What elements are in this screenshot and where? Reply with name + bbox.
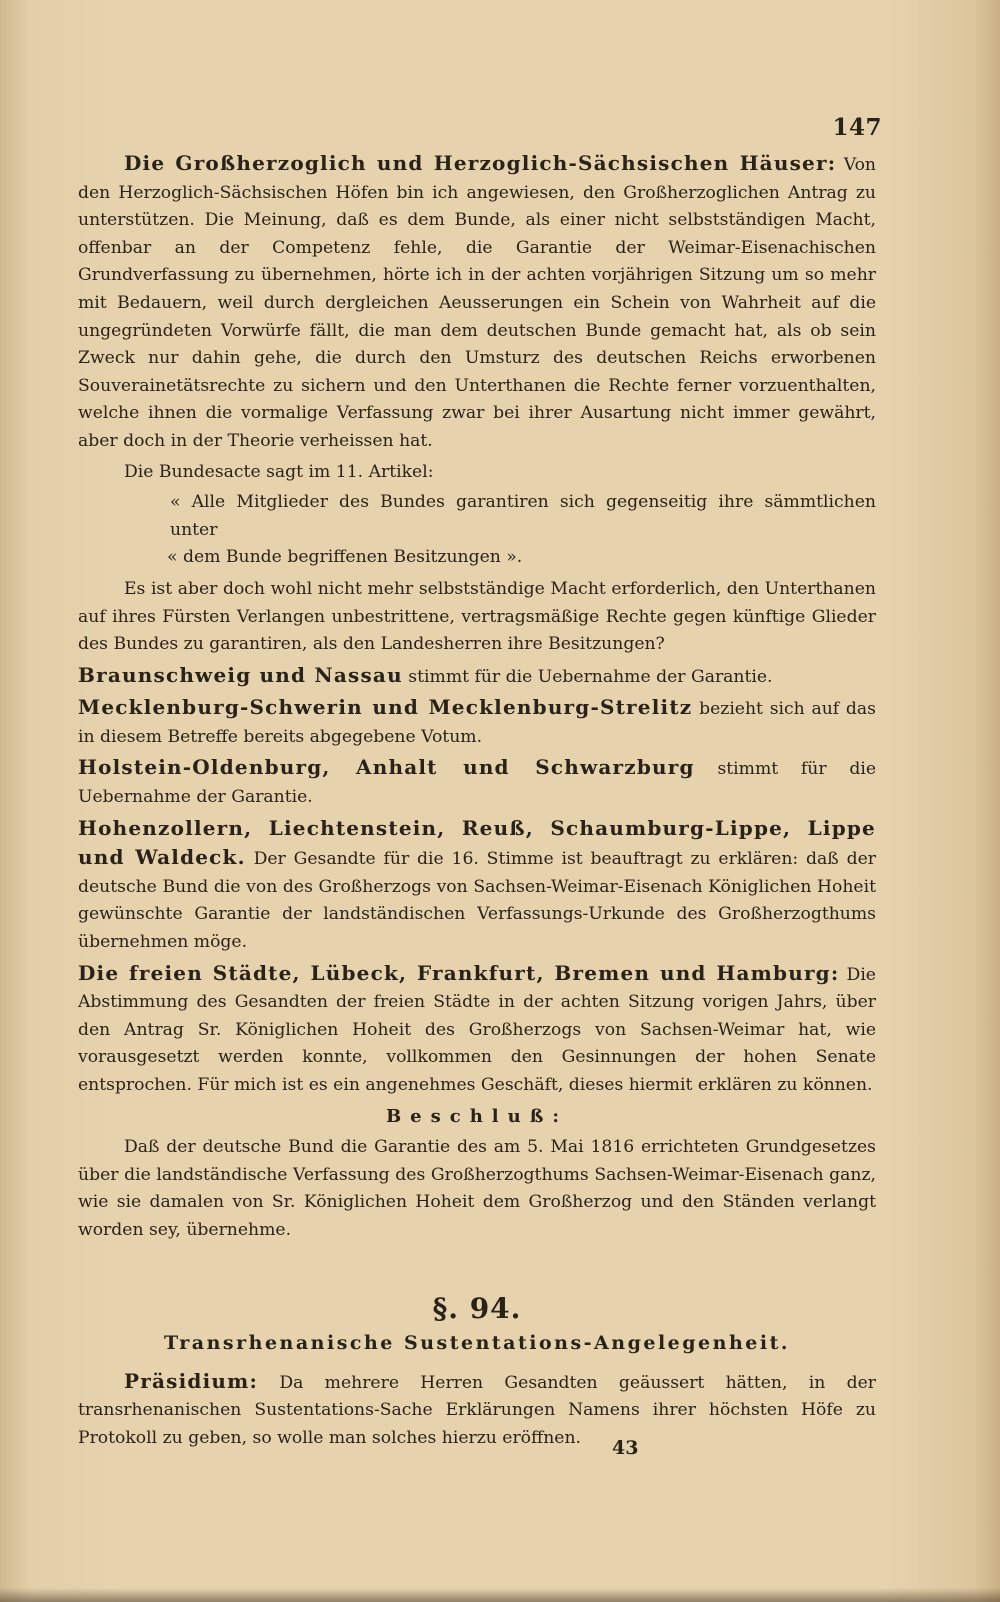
paragraph-text: Von den Herzoglich-Sächsischen Höfen bin ich angewiesen, den Großherzoglichen Antrag zu unterstützen. Die Meinung, daß es dem Bunde, als einer nicht selbstständigen Macht, offenbar an der Competenz fehle, die Garantie der Weimar-Eisenachischen Grundverfassung zu übernehmen, hörte ich in der achten vorjährigen Sitzung um so mehr mit Bedauern, weil durch dergleichen Aeusserungen ein Schein von Wahrheit auf die ungegründeten Vorwürfe fällt, die man dem deutschen Bunde gemacht hat, als ob sein Zweck nur dahin gehe, die durch den Umsturz des deutschen Reichs erworbenen Souverainetätsrechte zu sichern und den Unterthanen die Rechte ferner vorzuenthalten, welche ihnen die vormalige Verfassung zwar bei ihrer Ausartung nicht immer gewährt, aber doch in der Theorie verheissen hat. [78,155,876,451]
speaker-free-cities: Die freien Städte, Lübeck, Frankfurt, Bremen und Hamburg: [78,960,840,985]
speaker-mecklenburg: Mecklenburg-Schwerin und Mecklenburg-Strelitz [78,695,693,720]
paragraph-text: bezieht sich auf das in diesem Betreffe bereits abgegebene Votum. [78,699,876,747]
speaker-presidium: Präsidium: [124,1368,259,1393]
paragraph-bundesacte: Die Bundesacte sagt im 11. Artikel: [124,461,434,482]
paragraph-mecklenburg [78,694,876,751]
paragraph-hohenzollern [78,815,876,957]
page-body [78,150,876,1456]
paragraph-question: Es ist aber doch wohl nicht mehr selbstständige Macht erforderlich, den Unterthanen auf ihres Fürsten Verlangen unbestrittene, vertragsmäßige Rechte gegen künftige Glieder des Bundes zu garantiren, als den Landesherren ihre Besitzungen? [78,578,876,655]
speaker-saxon-houses: Die Großherzoglich und Herzoglich-Sächsischen Häuser: [124,151,837,175]
speaker-braunschweig: Braunschweig und Nassau [78,662,403,687]
quotation-line: « dem Bunde begriffenen Besitzungen ». [167,547,523,568]
quotation-line: « Alle Mitglieder des Bundes garantiren sich gegenseitig ihre sämmtlichen unter [170,492,876,540]
section-number: §. 94. [432,1291,522,1325]
resolution-heading: Beschluß: [385,1105,569,1127]
signature-mark: 43 [612,1437,639,1459]
speaker-hohenzollern: Hohenzollern, Liechtenstein, Reuß, Schaumburg-Lippe, Lippe und Waldeck. [78,815,876,870]
paragraph-text: Die Abstimmung des Gesandten der freien Städte in der achten Sitzung vorigen Jahrs, über den Antrag Sr. Königlichen Hoheit des Großherzogs von Sachsen-Weimar hat, wie vorausgesetzt werden konnte, vollkommen den Gesinnungen der hohen Senate entsprochen. Für mich ist es ein angenehmes Geschäft, dieses hiermit erklären zu können. [78,964,876,1095]
paragraph-resolution: Daß der deutsche Bund die Garantie des am 5. Mai 1816 errichteten Grundgesetzes über die landständische Verfassung des Großherzogthums Sachsen-Weimar-Eisenach ganz, wie sie damalen von Sr. Königlichen Hoheit dem Großherzog und den Ständen verlangt worden sey, übernehme. [78,1137,876,1240]
quotation [78,489,876,572]
page-edge-shadow [0,1588,1000,1602]
paragraph-saxon-houses [78,150,876,456]
paragraph-braunschweig [78,662,876,692]
paragraph-text: stimmt für die Uebernahme der Garantie. [78,759,876,808]
paragraph-holstein [78,754,876,811]
paragraph-text: Da mehrere Herren Gesandten geäussert hätten, in der transrhenanischen Sustentations-Sache Erklärungen Namens ihrer höchsten Höfe zu Protokoll zu geben, so wolle man solches hierzu eröffnen. [78,1372,876,1448]
section-title: Transrhenanische Sustentations-Angelegenheit. [164,1332,790,1355]
paragraph-text: Der Gesandte für die 16. Stimme ist beauftragt zu erklären: daß der deutsche Bund die von des Großherzogs von Sachsen-Weimar-Eisenach Königlichen Hoheit gewünschte Garantie der landständischen Verfassungs-Urkunde des Großherzogthums übernehmen möge. [78,849,876,953]
paragraph-text: stimmt für die Uebernahme der Garantie. [402,666,773,687]
paragraph-presidium [78,1368,876,1453]
speaker-holstein: Holstein-Oldenburg, Anhalt und Schwarzburg [78,755,695,780]
paragraph-free-cities [78,960,876,1100]
page-number: 147 [832,114,882,141]
